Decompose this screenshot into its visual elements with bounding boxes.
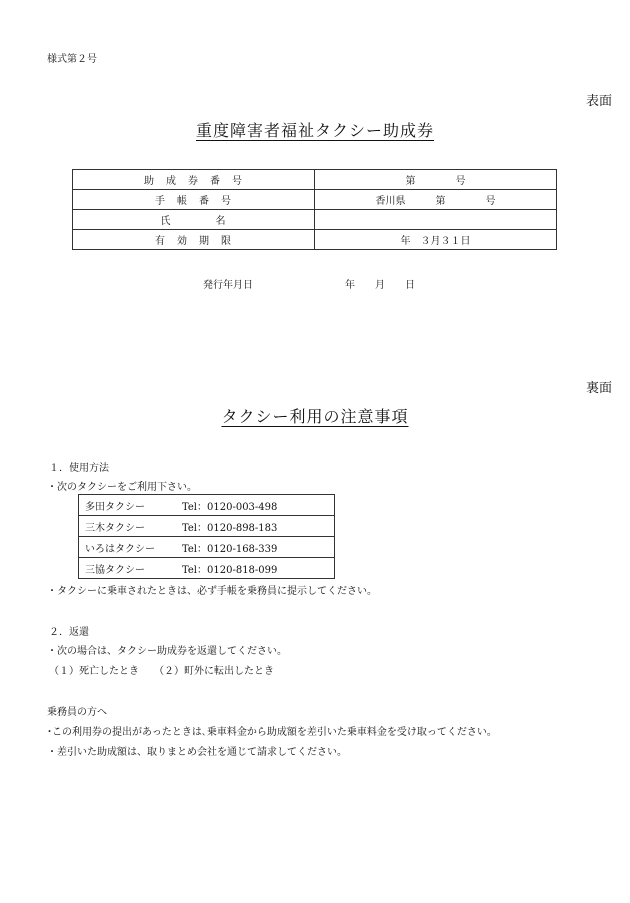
issue-date-value: 年 月 日: [345, 280, 415, 291]
back-side-label: 裏面: [585, 381, 612, 396]
taxi-name: 多田タクシー: [79, 495, 179, 516]
table-row: [79, 495, 335, 516]
crew-item: ･この利用券の提出があったときは､乗車料金から助成額を差引いた乗車料金を受け取ってください。: [47, 727, 497, 738]
expiry-label: 有 効 期 限: [73, 230, 315, 250]
section2-intro: ・次の場合は、タクシー助成券を返還してください。: [47, 646, 287, 657]
table-row: [73, 210, 557, 230]
name-value: [315, 210, 557, 230]
front-side-label: 表面: [585, 94, 612, 109]
name-label: 氏 名: [73, 210, 315, 230]
form-number: 様式第２号: [47, 54, 97, 65]
taxi-tel: Tel：0120-168-339: [178, 537, 335, 558]
ticket-info-table: [72, 169, 557, 250]
table-row: [73, 170, 557, 190]
taxi-name: いろはタクシー: [79, 537, 179, 558]
back-title: タクシー利用の注意事項: [221, 407, 409, 426]
section2-heading: ２．返還: [49, 627, 89, 638]
ticket-number-value: 第 号: [315, 170, 557, 190]
taxi-tel: Tel：0120-003-498: [178, 495, 335, 516]
taxi-company-table: [78, 494, 335, 579]
crew-heading: 乗務員の方へ: [47, 707, 107, 718]
table-row: [73, 190, 557, 210]
taxi-tel: Tel：0120-898-183: [178, 516, 335, 537]
taxi-name: 三協タクシー: [79, 558, 179, 579]
handbook-number-label: 手 帳 番 号: [73, 190, 315, 210]
taxi-name: 三木タクシー: [79, 516, 179, 537]
handbook-number-value: 香川県 第 号: [315, 190, 557, 210]
section1-intro: ・次のタクシーをご利用下さい。: [47, 482, 197, 493]
expiry-value: 年 ３月３１日: [315, 230, 557, 250]
issue-date-label: 発行年月日: [203, 280, 253, 291]
table-row: [79, 558, 335, 579]
table-row: [79, 516, 335, 537]
section1-heading: １．使用方法: [49, 463, 109, 474]
table-row: [73, 230, 557, 250]
ticket-number-label: 助 成 券 番 号: [73, 170, 315, 190]
front-title: 重度障害者福祉タクシー助成券: [195, 121, 434, 140]
section1-note: ・タクシーに乗車されたときは、必ず手帳を乗務員に提示してください。: [47, 586, 377, 597]
section2-cases: （１）死亡したとき （２）町外に転出したとき: [49, 666, 274, 677]
taxi-tel: Tel：0120-818-099: [178, 558, 335, 579]
table-row: [79, 537, 335, 558]
crew-item: ・差引いた助成額は、取りまとめ会社を通じて請求してください。: [47, 747, 347, 758]
